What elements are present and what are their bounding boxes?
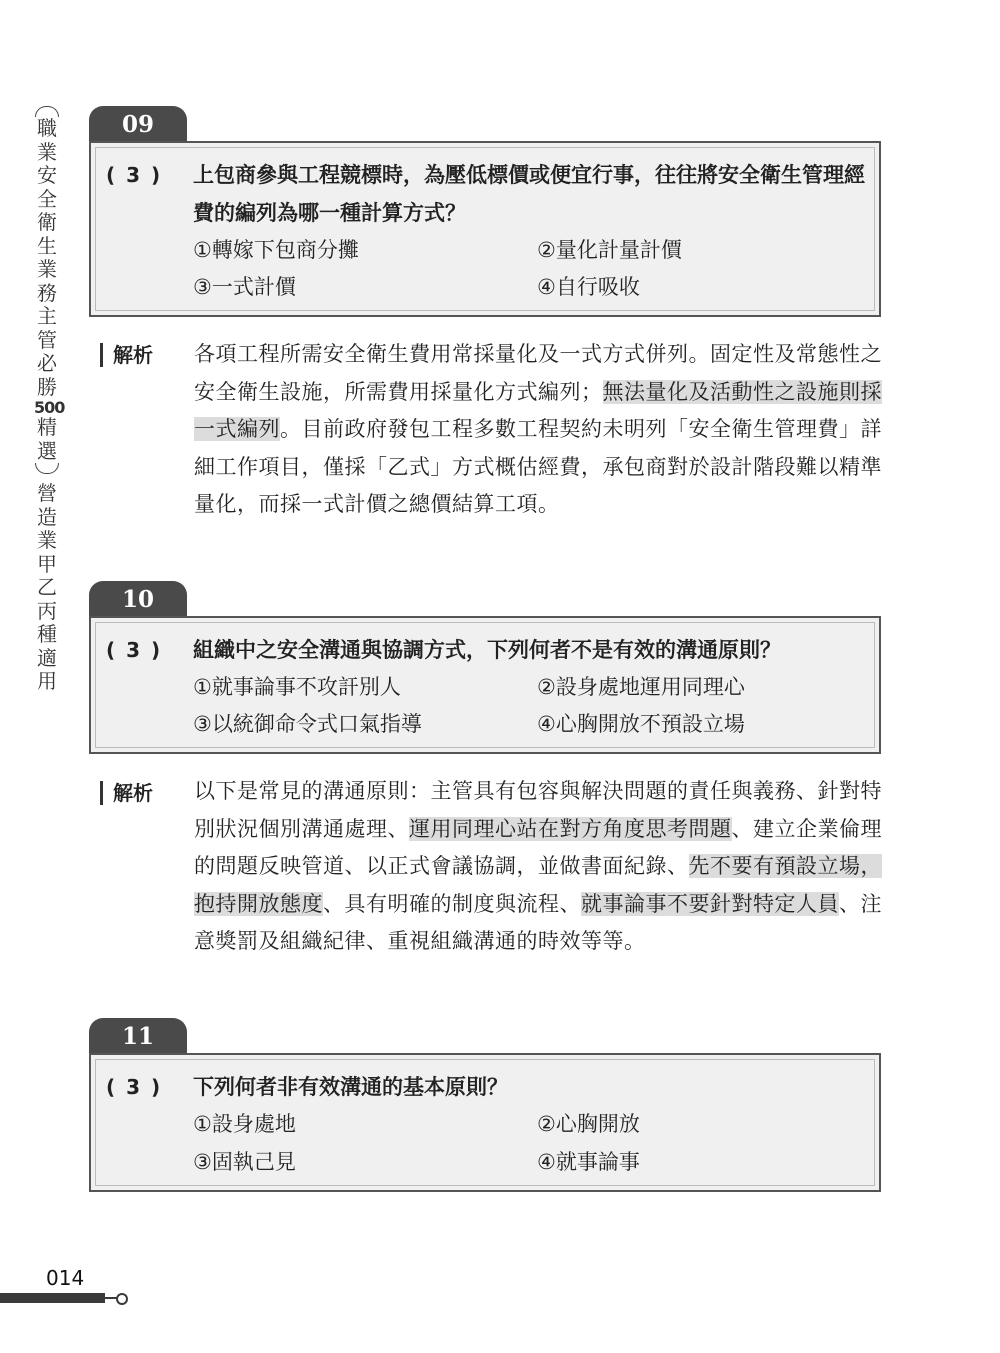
title-char: 業 [37,139,57,164]
explanation-segment: 各項工程所需安全衛生費用常採量化及一式方式併列。固定性及常態性之安全衛生設施，所需費用採量化方式編列； [194,342,882,404]
option-2: ②設身處地運用同理心 [537,675,745,699]
question-text: 下列何者非有效溝通的基本原則？ [193,1075,508,1099]
explanation-highlight: 就事論事不要針對特定人員 [581,891,839,916]
answer-marker: ( 3 ) [106,638,163,662]
title-char: 主 [37,304,57,328]
title-char: 勝 [37,374,57,399]
subtitle-char: 用 [37,669,57,693]
title-char: 業 [37,257,57,281]
title-char: 生 [37,233,57,258]
explanation-label: 解析 [100,781,153,805]
option-3: ③以統御命令式口氣指導 [193,712,422,736]
subtitle-char: 營 [37,481,57,505]
explanation-highlight: 先不要有預設立場，抱持開放態度 [194,854,882,916]
explanation-label: 解析 [100,343,153,367]
title-char: 衛 [37,210,57,234]
subtitle-char: 適 [37,645,57,670]
question-box [89,141,881,317]
explanation-segment: 以下是常見的溝通原則：主管具有包容與解決問題的責任與義務、針對特別狀況個別溝通處理、 [194,779,882,841]
page-number: 014 [46,1266,85,1290]
subtitle-char: 甲 [37,551,57,576]
subtitle-char: 種 [37,622,57,646]
question-number-tab: 11 [89,1018,187,1054]
question-box [89,616,881,754]
subtitle-char: 造 [37,504,57,529]
title-char: 職 [37,116,57,140]
option-1: ①設身處地 [193,1112,296,1136]
page-rule-end-dot [116,1293,128,1305]
explanation-segment: 、注意獎罰及組織紀律、重視組織溝通的時效等等。 [194,891,882,953]
explanation-text [194,336,882,524]
option-4: ④自行吸收 [537,275,640,299]
page-bar [0,1293,105,1303]
question-text: 組織中之安全溝通與協調方式，下列何者不是有效的溝通原則？ [193,638,781,662]
title-char: 選 [37,438,57,463]
question-number-tab: 09 [89,106,187,142]
explanation-segment: 。目前政府發包工程多數工程契約未明列「安全衛生管理費」詳細工作項目，僅採「乙式」方式概估經費，承包商對於設計階段難以精準量化，而採一式計價之總價結算工項。 [194,417,882,516]
option-1: ①就事論事不攻訐別人 [193,675,401,699]
answer-marker: ( 3 ) [106,1075,163,1099]
subtitle-char: 丙 [37,598,57,623]
title-char: 安 [37,163,57,187]
title-char: 精 [37,415,57,439]
running-title [34,106,65,694]
title-char: 管 [37,327,57,352]
explanation-segment: 、建立企業倫理的問題反映管道、以正式會議協調，並做書面紀錄、 [194,816,882,878]
option-1: ①轉嫁下包商分攤 [193,238,359,262]
question-text: 上包商參與工程競標時，為壓低標價或便宜行事，往往將安全衛生管理經費的編列為哪一種計算方式？ [193,163,865,225]
answer-marker: ( 3 ) [106,163,163,187]
option-3: ③固執己見 [193,1150,296,1174]
option-2: ②量化計量計價 [537,238,682,262]
explanation-highlight: 運用同理心站在對方角度思考問題 [409,816,732,841]
title-number: 500 [34,398,65,417]
option-2: ②心胸開放 [537,1112,640,1136]
title-bracket-bottom [35,463,59,474]
explanation-segment: 、具有明確的制度與流程、 [323,891,581,916]
title-char: 全 [37,186,57,211]
subtitle-char: 業 [37,528,57,552]
option-3: ③一式計價 [193,275,296,299]
question-number-tab: 10 [89,581,187,617]
option-4: ④就事論事 [537,1150,640,1174]
option-4: ④心胸開放不預設立場 [537,712,745,736]
title-char: 務 [37,280,57,305]
subtitle-char: 乙 [37,575,57,599]
explanation-text [194,773,882,961]
title-char: 必 [37,351,57,375]
explanation-highlight: 無法量化及活動性之設施則採一式編列 [194,379,882,441]
question-box [89,1053,881,1192]
